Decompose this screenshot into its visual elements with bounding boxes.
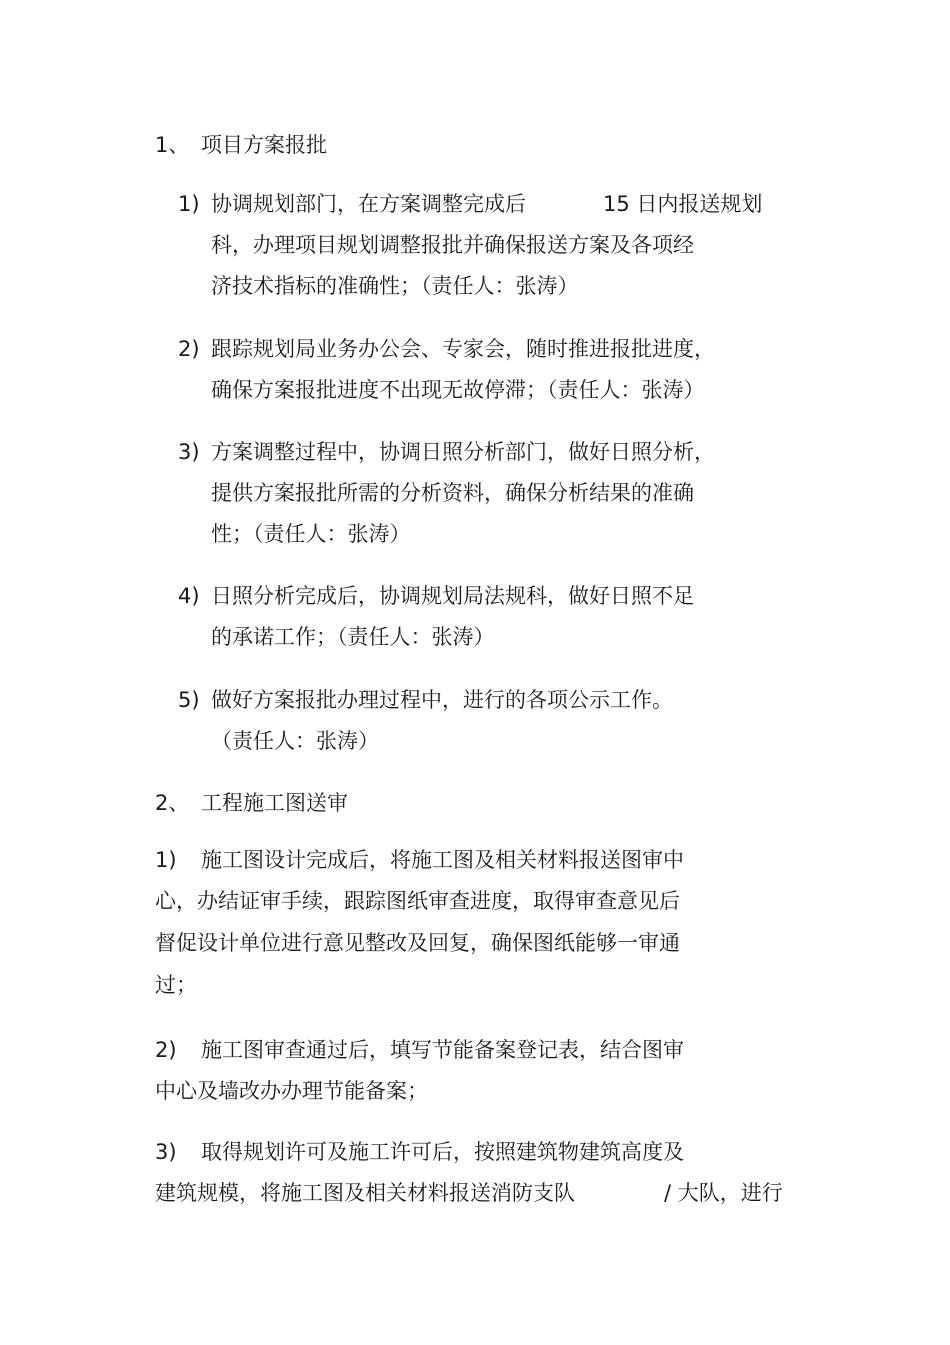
list-item-number: 2) — [155, 1038, 177, 1062]
list-item-number: 5) — [178, 688, 200, 712]
section-2-heading — [155, 789, 348, 817]
list-item-number: 1) — [155, 848, 177, 872]
list-item-1-2-line-2: 确保方案报批进度不出现无故停滞；（责任人：张涛） — [211, 378, 705, 402]
list-item-text: 跟踪规划局业务办公会、专家会，随时推进报批进度， — [211, 337, 715, 361]
list-item-1-3-line-1 — [178, 438, 715, 466]
list-item-number: 3) — [155, 1140, 177, 1164]
list-item-1-1-line-1-tail — [603, 190, 762, 218]
list-item-1-1-line-1 — [178, 190, 526, 218]
list-item-1-1-line-3: 济技术指标的准确性；（责任人：张涛） — [211, 274, 579, 298]
section-1-heading — [155, 131, 327, 159]
list-item-1-4-line-1 — [178, 582, 694, 610]
list-item-1-3-line-3: 性；（责任人：张涛） — [211, 522, 411, 546]
list-item-number: 4) — [178, 584, 200, 608]
section-1-number: 1、 — [155, 133, 190, 157]
list-item-1-2-line-1 — [178, 335, 715, 363]
list-item-1-1-line-2: 科，办理项目规划调整报批并确保报送方案及各项经 — [211, 233, 694, 257]
list-item-number: 1) — [178, 192, 200, 216]
list-item-text: 协调规划部门，在方案调整完成后 — [211, 192, 526, 216]
list-item-text: 做好方案报批办理过程中，进行的各项公示工作。 — [211, 688, 673, 712]
list-item-2-3-line-2-tail: / 大队，进行 — [664, 1181, 783, 1205]
list-item-text: 日照分析完成后，协调规划局法规科，做好日照不足 — [211, 584, 694, 608]
list-item-number: 2) — [178, 337, 200, 361]
section-2-number: 2、 — [155, 791, 190, 815]
list-item-text: 施工图审查通过后，填写节能备案登记表，结合图审 — [201, 1038, 684, 1062]
list-item-2-1-line-2: 心，办结证审手续，跟踪图纸审查进度，取得审查意见后 — [155, 889, 680, 913]
list-item-1-5-line-1 — [178, 686, 673, 714]
section-1-title: 项目方案报批 — [201, 133, 327, 157]
list-item-2-1-line-4: 过； — [155, 973, 197, 997]
list-item-1-3-line-2: 提供方案报批所需的分析资料，确保分析结果的准确 — [211, 481, 694, 505]
list-item-text: 15 日内报送规划 — [603, 192, 763, 216]
list-item-text: 取得规划许可及施工许可后，按照建筑物建筑高度及 — [201, 1140, 684, 1164]
list-item-2-3-line-2: 建筑规模，将施工图及相关材料报送消防支队 — [155, 1181, 575, 1205]
list-item-2-3-line-1 — [155, 1138, 684, 1166]
list-item-text: 施工图设计完成后，将施工图及相关材料报送图审中 — [201, 848, 684, 872]
list-item-2-2-line-1 — [155, 1036, 684, 1064]
list-item-text: 方案调整过程中，协调日照分析部门，做好日照分析， — [211, 440, 715, 464]
list-item-1-4-line-2: 的承诺工作；（责任人：张涛） — [211, 625, 495, 649]
section-2-title: 工程施工图送审 — [201, 791, 348, 815]
list-item-2-2-line-2: 中心及墙改办办理节能备案； — [155, 1079, 428, 1103]
list-item-1-5-line-2: （责任人：张涛） — [211, 729, 379, 753]
list-item-2-1-line-3: 督促设计单位进行意见整改及回复，确保图纸能够一审通 — [155, 931, 680, 955]
list-item-number: 3) — [178, 440, 200, 464]
list-item-2-1-line-1 — [155, 846, 684, 874]
